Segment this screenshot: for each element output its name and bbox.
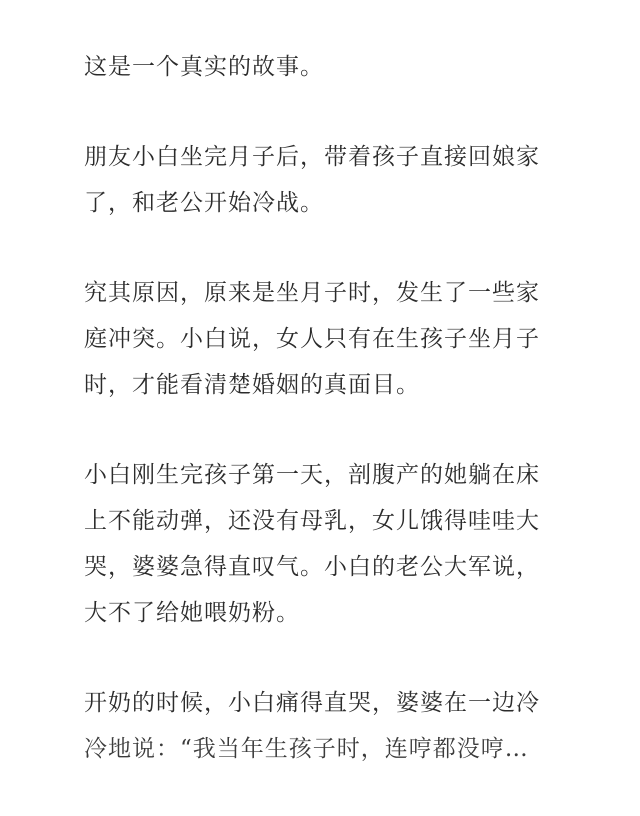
text-line: 哭，婆婆急得直叹气。小白的老公大军说， bbox=[84, 554, 540, 580]
text-line: 时，才能看清楚婚姻的真面目。 bbox=[84, 372, 420, 398]
text-line: 朋友小白坐完月子后，带着孩子直接回娘家 bbox=[84, 144, 540, 170]
text-line: 这是一个真实的故事。 bbox=[84, 54, 324, 80]
text-line: 上不能动弹，还没有母乳，女儿饿得哇哇大 bbox=[84, 508, 540, 534]
paragraph-3 bbox=[84, 270, 564, 408]
text-line: 开奶的时候，小白痛得直哭，婆婆在一边冷 bbox=[84, 690, 540, 716]
article-body bbox=[84, 44, 564, 816]
text-line: 了，和老公开始冷战。 bbox=[84, 190, 324, 216]
paragraph-2 bbox=[84, 134, 564, 226]
text-line: 庭冲突。小白说，女人只有在生孩子坐月子 bbox=[84, 326, 540, 352]
text-line: 小白刚生完孩子第一天，剖腹产的她躺在床 bbox=[84, 462, 540, 488]
paragraph-5 bbox=[84, 680, 564, 772]
text-line: 大不了给她喂奶粉。 bbox=[84, 600, 300, 626]
text-line: 究其原因，原来是坐月子时，发生了一些家 bbox=[84, 280, 540, 306]
paragraph-1 bbox=[84, 44, 564, 90]
text-line: 冷地说：“我当年生孩子时，连哼都没哼… bbox=[84, 736, 529, 762]
paragraph-4 bbox=[84, 452, 564, 636]
